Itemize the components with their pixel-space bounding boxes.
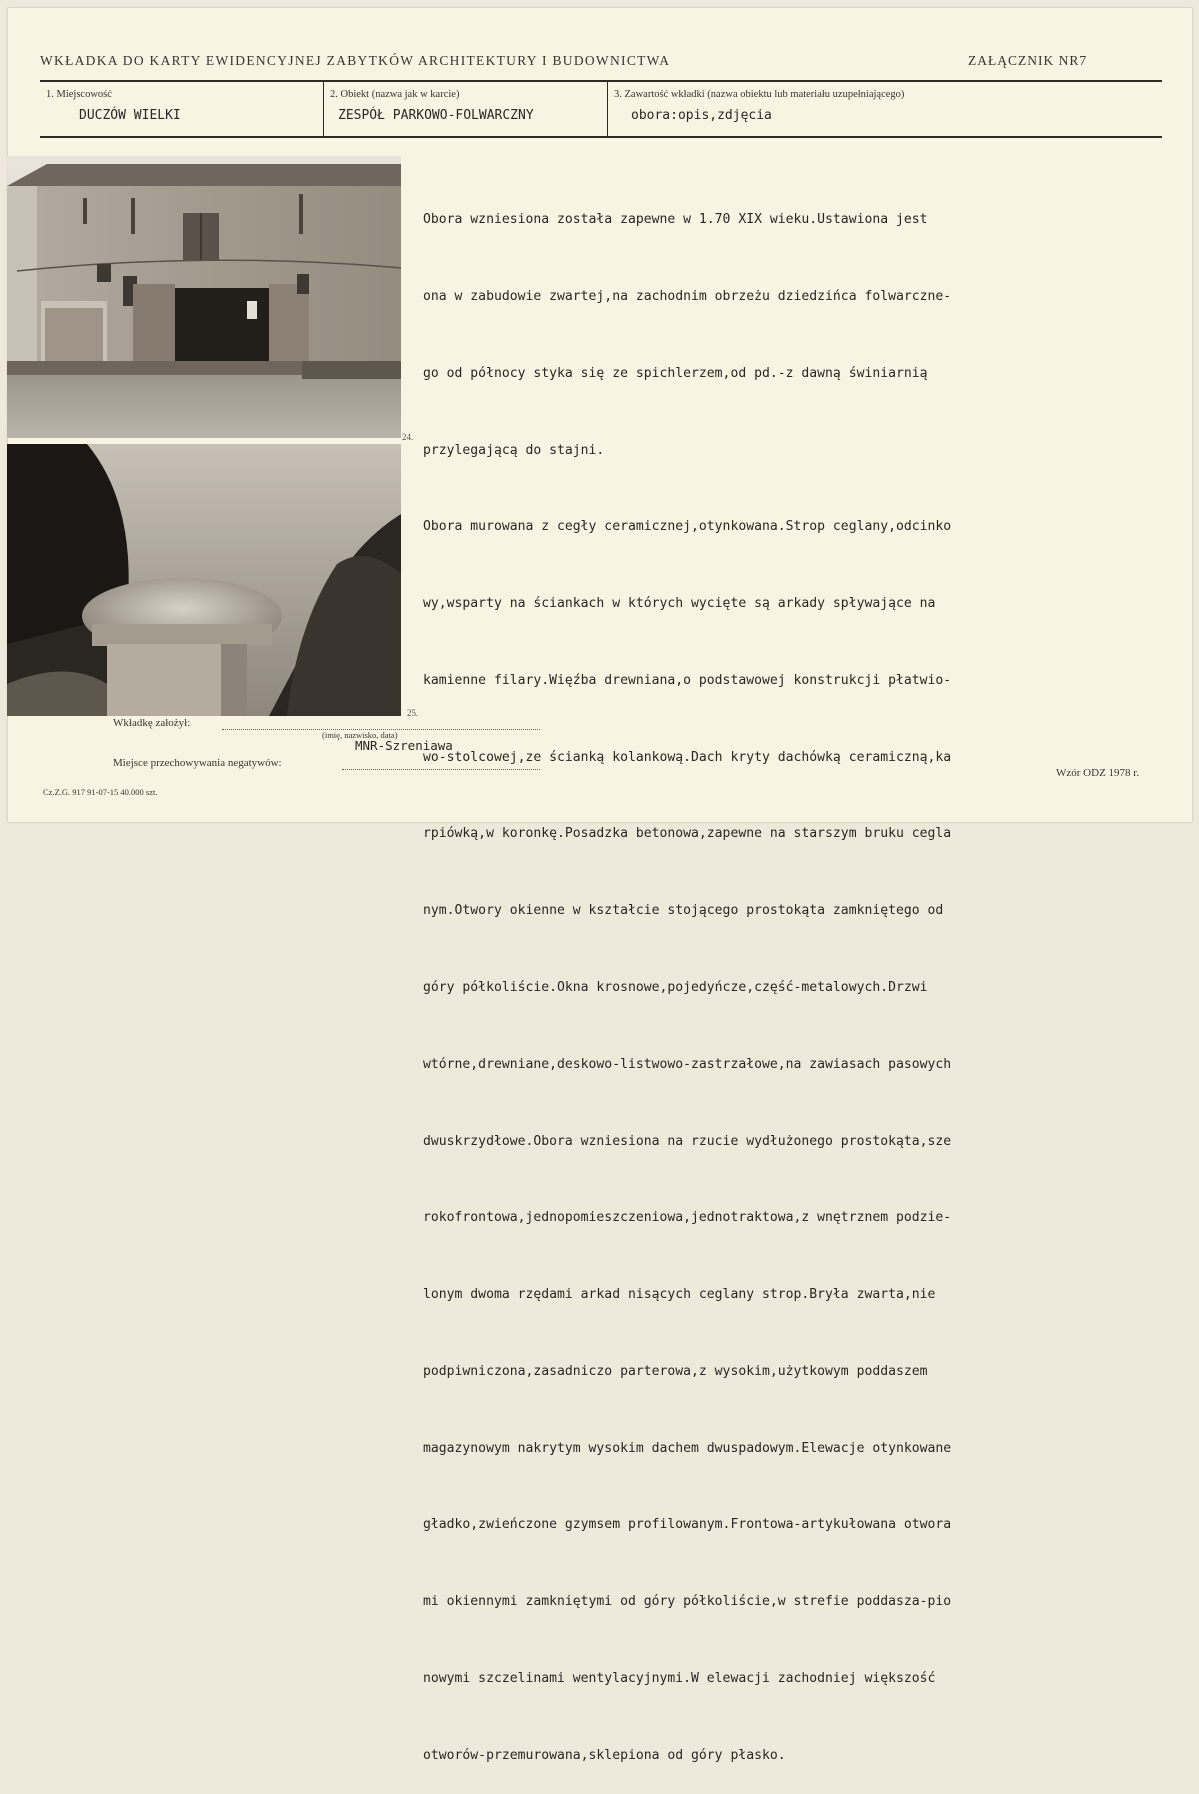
annex-number: ZAŁĄCZNIK NR7 bbox=[968, 53, 1088, 68]
object-value: ZESPÓŁ PARKOWO-FOLWARCZNY bbox=[338, 108, 534, 123]
object-description bbox=[423, 156, 1123, 1794]
description-line: go od północy styka się ze spichlerzem,od pd.-z dawną świniarnią bbox=[423, 365, 928, 381]
photo-2-number: 25. bbox=[407, 708, 419, 718]
description-line: przylegającą do stajni. bbox=[423, 442, 605, 458]
contents-label: 3. Zawartość wkładki (nazwa obiektu lub materiału uzupełniającego) bbox=[614, 89, 905, 100]
print-info: Cz.Z.G. 917 91-07-15 40.000 szt. bbox=[43, 787, 158, 797]
description-line: gładko,zwieńczone gzymsem profilowanym.Frontowa-artykułowana otwora bbox=[423, 1517, 952, 1533]
object-label: 2. Obiekt (nazwa jak w karcie) bbox=[330, 89, 460, 100]
description-line: nym.Otwory okienne w kształcie stojącego prostokąta zamkniętego od bbox=[423, 903, 944, 919]
description-line: kamienne filary.Więźba drewniana,o podstawowej konstrukcji płatwio- bbox=[423, 672, 952, 688]
storage-label: Miejsce przechowywania negatywów: bbox=[113, 757, 282, 769]
description-line: rokofrontowa,jednopomieszczeniowa,jednotraktowa,z wnętrznem podzie- bbox=[423, 1210, 952, 1226]
description-line: otworów-przemurowana,sklepiona od góry płasko. bbox=[423, 1747, 786, 1763]
form-title: WKŁADKA DO KARTY EWIDENCYJNEJ ZABYTKÓW ARCHITEKTURY I BUDOWNICTWA bbox=[40, 53, 671, 68]
photo-barn-interior-pillar bbox=[7, 444, 401, 716]
locality-label: 1. Miejscowość bbox=[46, 89, 112, 100]
author-label: Wkładkę założył: bbox=[113, 717, 191, 729]
description-line: lonym dwoma rzędami arkad nisących ceglany strop.Bryła zwarta,nie bbox=[423, 1287, 936, 1303]
description-line: wtórne,drewniane,deskowo-listwowo-zastrzałowe,na zawiasach pasowych bbox=[423, 1056, 952, 1072]
description-line: nowymi szczelinami wentylacyjnymi.W elewacji zachodniej większość bbox=[423, 1671, 936, 1687]
description-line: wo-stolcowej,ze ścianką kolankową.Dach kryty dachówką ceramiczną,ka bbox=[423, 749, 952, 765]
description-line: dwuskrzydłowe.Obora wzniesiona na rzucie wydłużonego prostokąta,sze bbox=[423, 1133, 952, 1149]
description-line: wy,wsparty na ściankach w których wycięte są arkady spływające na bbox=[423, 596, 936, 612]
template-info: Wzór ODZ 1978 r. bbox=[1056, 767, 1140, 779]
photo-1-number: 24. bbox=[402, 432, 414, 442]
storage-value: MNR-Szreniawa bbox=[355, 738, 453, 753]
locality-value: DUCZÓW WIELKI bbox=[79, 108, 181, 123]
field-divider-2 bbox=[607, 82, 608, 136]
photo-barn-exterior bbox=[7, 156, 401, 438]
description-line: podpiwniczona,zasadniczo parterowa,z wysokim,użytkowym poddaszem bbox=[423, 1363, 928, 1379]
description-line: mi okiennymi zamkniętymi od góry półkoliście,w strefie poddasza-pio bbox=[423, 1594, 952, 1610]
author-hint: (imię, nazwisko, data) bbox=[322, 730, 398, 740]
description-line: góry półkoliście.Okna krosnowe,pojedyńcze,część-metalowych.Drzwi bbox=[423, 980, 928, 995]
description-line: magazynowym nakrytym wysokim dachem dwuspadowym.Elewacje otynkowane bbox=[423, 1440, 952, 1456]
description-line: rpiówką,w koronkę.Posadzka betonowa,zapewne na starszym bruku cegla bbox=[423, 826, 952, 842]
storage-dotted-line bbox=[342, 769, 540, 770]
field-divider-1 bbox=[323, 82, 324, 136]
description-line: Obora murowana z cegły ceramicznej,otynkowana.Strop ceglany,odcinko bbox=[423, 519, 952, 535]
description-line: ona w zabudowie zwartej,na zachodnim obrzeżu dziedzińca folwarczne- bbox=[423, 288, 952, 304]
description-line: Obora wzniesiona została zapewne w 1.70 XIX wieku.Ustawiona jest bbox=[423, 212, 928, 228]
contents-value: obora:opis,zdjęcia bbox=[631, 108, 772, 123]
header-bottom-rule bbox=[40, 136, 1162, 138]
header-top-rule bbox=[40, 80, 1162, 82]
